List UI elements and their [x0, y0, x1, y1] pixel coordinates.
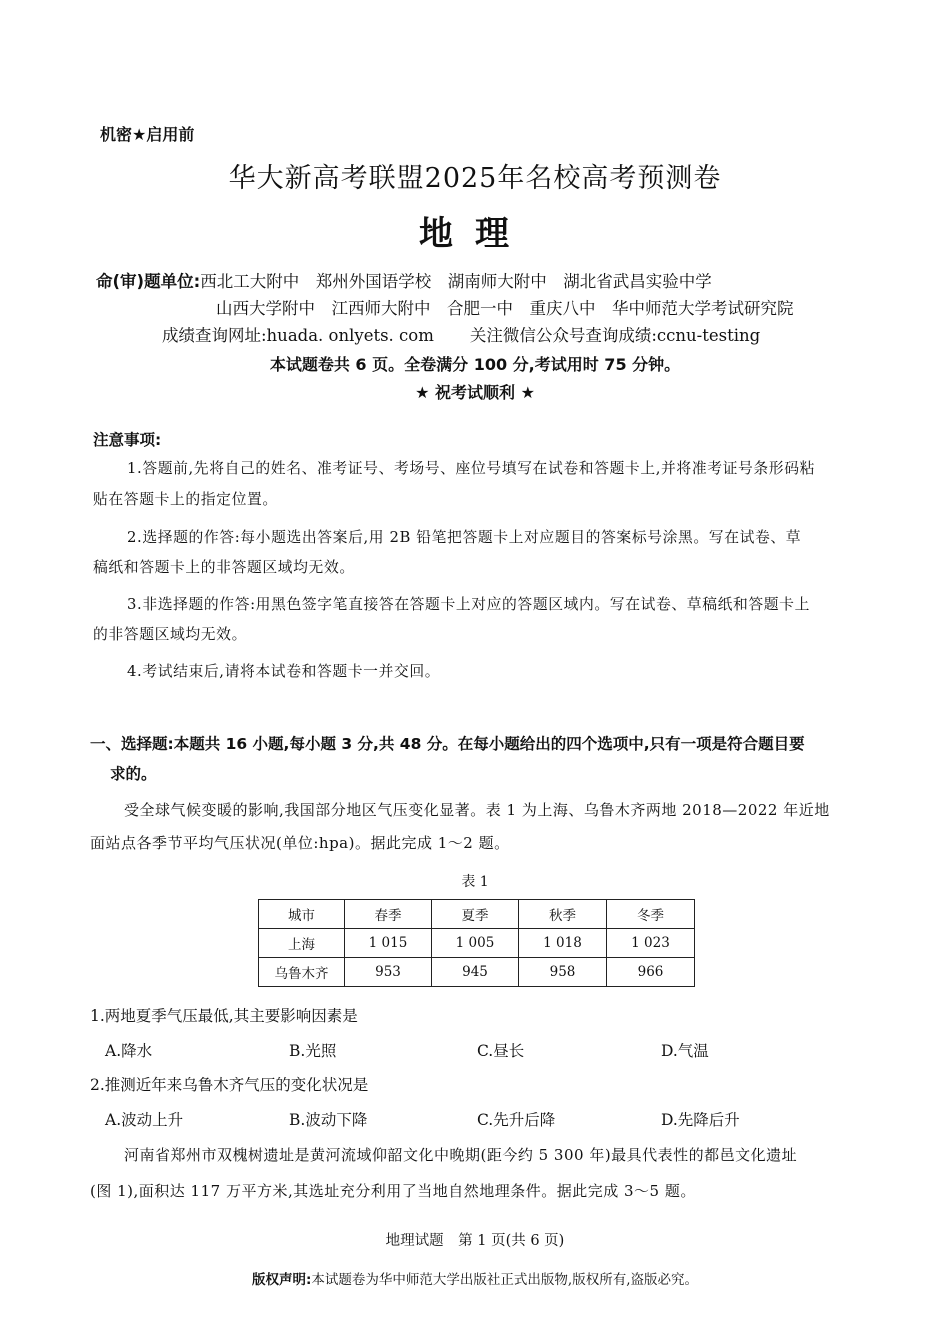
table-header-cell: 城市: [259, 900, 345, 929]
table-caption: 表 1: [461, 874, 489, 890]
notice-item-4: 4.考试结束后,请将本试卷和答题卡一并交回。: [127, 663, 441, 680]
q1-option-a: A.降水: [105, 1042, 153, 1060]
table-header-cell: 冬季: [607, 900, 695, 929]
table-cell: 958: [519, 958, 607, 987]
exam-info: 本试题卷共 6 页。全卷满分 100 分,考试用时 75 分钟。: [269, 355, 681, 374]
setting-units-label: 命(审)题单位:: [96, 272, 201, 291]
table-header-row: [259, 900, 695, 929]
table-header-cell: 秋季: [519, 900, 607, 929]
exam-title: 华大新高考联盟2025年名校高考预测卷: [228, 163, 722, 194]
copyright-notice: [0, 1268, 950, 1288]
table-cell: 乌鲁木齐: [259, 958, 345, 987]
table-header-cell: 春季: [345, 900, 432, 929]
section-heading-cont: 求的。: [110, 765, 157, 783]
table-cell: 1 018: [519, 929, 607, 958]
pressure-table: [258, 899, 695, 987]
q2-option-d: D.先降后升: [661, 1111, 740, 1129]
notice-title: 注意事项:: [93, 431, 162, 449]
intro-paragraph-line2: 面站点各季节平均气压状况(单位:hpa)。据此完成 1～2 题。: [90, 834, 510, 852]
copyright-text: 本试题卷为华中师范大学出版社正式出版物,版权所有,盗版必究。: [311, 1272, 698, 1288]
confidential-mark: 机密★启用前: [100, 125, 195, 144]
copyright-label: 版权声明:: [252, 1272, 312, 1288]
q2-option-a: A.波动上升: [105, 1111, 184, 1129]
q2-option-b: B.波动下降: [289, 1111, 368, 1129]
table-row: [259, 958, 695, 987]
setting-units-line1: [96, 268, 712, 292]
intro-paragraph-line1: 受全球气候变暖的影响,我国部分地区气压变化显著。表 1 为上海、乌鲁木齐两地 2018—2022 年近地: [124, 801, 830, 819]
table-header-cell: 夏季: [432, 900, 519, 929]
paragraph-2-line1: 河南省郑州市双槐树遗址是黄河流域仰韶文化中晚期(距今约 5 300 年)最具代表性的都邑文化遗址: [124, 1146, 798, 1164]
query-info: [162, 322, 760, 346]
notice-item-2: 2.选择题的作答:每小题选出答案后,用 2B 铅笔把答题卡上对应题目的答案标号涂黑。写在试卷、草: [127, 529, 802, 546]
question-2: 2.推测近年来乌鲁木齐气压的变化状况是: [90, 1076, 369, 1094]
notice-item-3-cont: 的非答题区域均无效。: [93, 626, 247, 643]
q2-option-c: C.先升后降: [477, 1111, 556, 1129]
page-footer: 地理试题 第 1 页(共 6 页): [385, 1233, 565, 1249]
table-cell: 1 005: [432, 929, 519, 958]
table-cell: 953: [345, 958, 432, 987]
notice-item-3: 3.非选择题的作答:用黑色签字笔直接答在答题卡上对应的答题区域内。写在试卷、草稿纸和答题卡上: [127, 596, 810, 613]
query-wechat: 关注微信公众号查询成绩:ccnu-testing: [469, 326, 761, 345]
table-cell: 上海: [259, 929, 345, 958]
question-1: 1.两地夏季气压最低,其主要影响因素是: [90, 1007, 358, 1025]
table-cell: 966: [607, 958, 695, 987]
q1-option-b: B.光照: [289, 1042, 337, 1060]
table-cell: 1 023: [607, 929, 695, 958]
setting-units-line2: 山西大学附中 江西师大附中 合肥一中 重庆八中 华中师范大学考试研究院: [216, 299, 794, 318]
table-row: [259, 929, 695, 958]
paragraph-2-line2: (图 1),面积达 117 万平方米,其选址充分利用了当地自然地理条件。据此完成 3～5 题。: [90, 1182, 696, 1200]
table-cell: 945: [432, 958, 519, 987]
q1-option-d: D.气温: [661, 1042, 709, 1060]
q1-option-c: C.昼长: [477, 1042, 525, 1060]
notice-item-1: 1.答题前,先将自己的姓名、准考证号、考场号、座位号填写在试卷和答题卡上,并将准考证号条形码粘: [127, 460, 815, 477]
section-heading: 一、选择题:本题共 16 小题,每小题 3 分,共 48 分。在每小题给出的四个选项中,只有一项是符合题目要: [90, 735, 805, 753]
query-site: 成绩查询网址:huada. onlyets. com: [162, 326, 434, 345]
setting-units-list1: 西北工大附中 郑州外国语学校 湖南师大附中 湖北省武昌实验中学: [200, 272, 712, 291]
notice-item-2-cont: 稿纸和答题卡上的非答题区域均无效。: [93, 559, 355, 576]
subject-title: 地理: [419, 214, 531, 254]
table-cell: 1 015: [345, 929, 432, 958]
wish-line: ★ 祝考试顺利 ★: [415, 383, 535, 402]
notice-item-1-cont: 贴在答题卡上的指定位置。: [93, 491, 278, 508]
